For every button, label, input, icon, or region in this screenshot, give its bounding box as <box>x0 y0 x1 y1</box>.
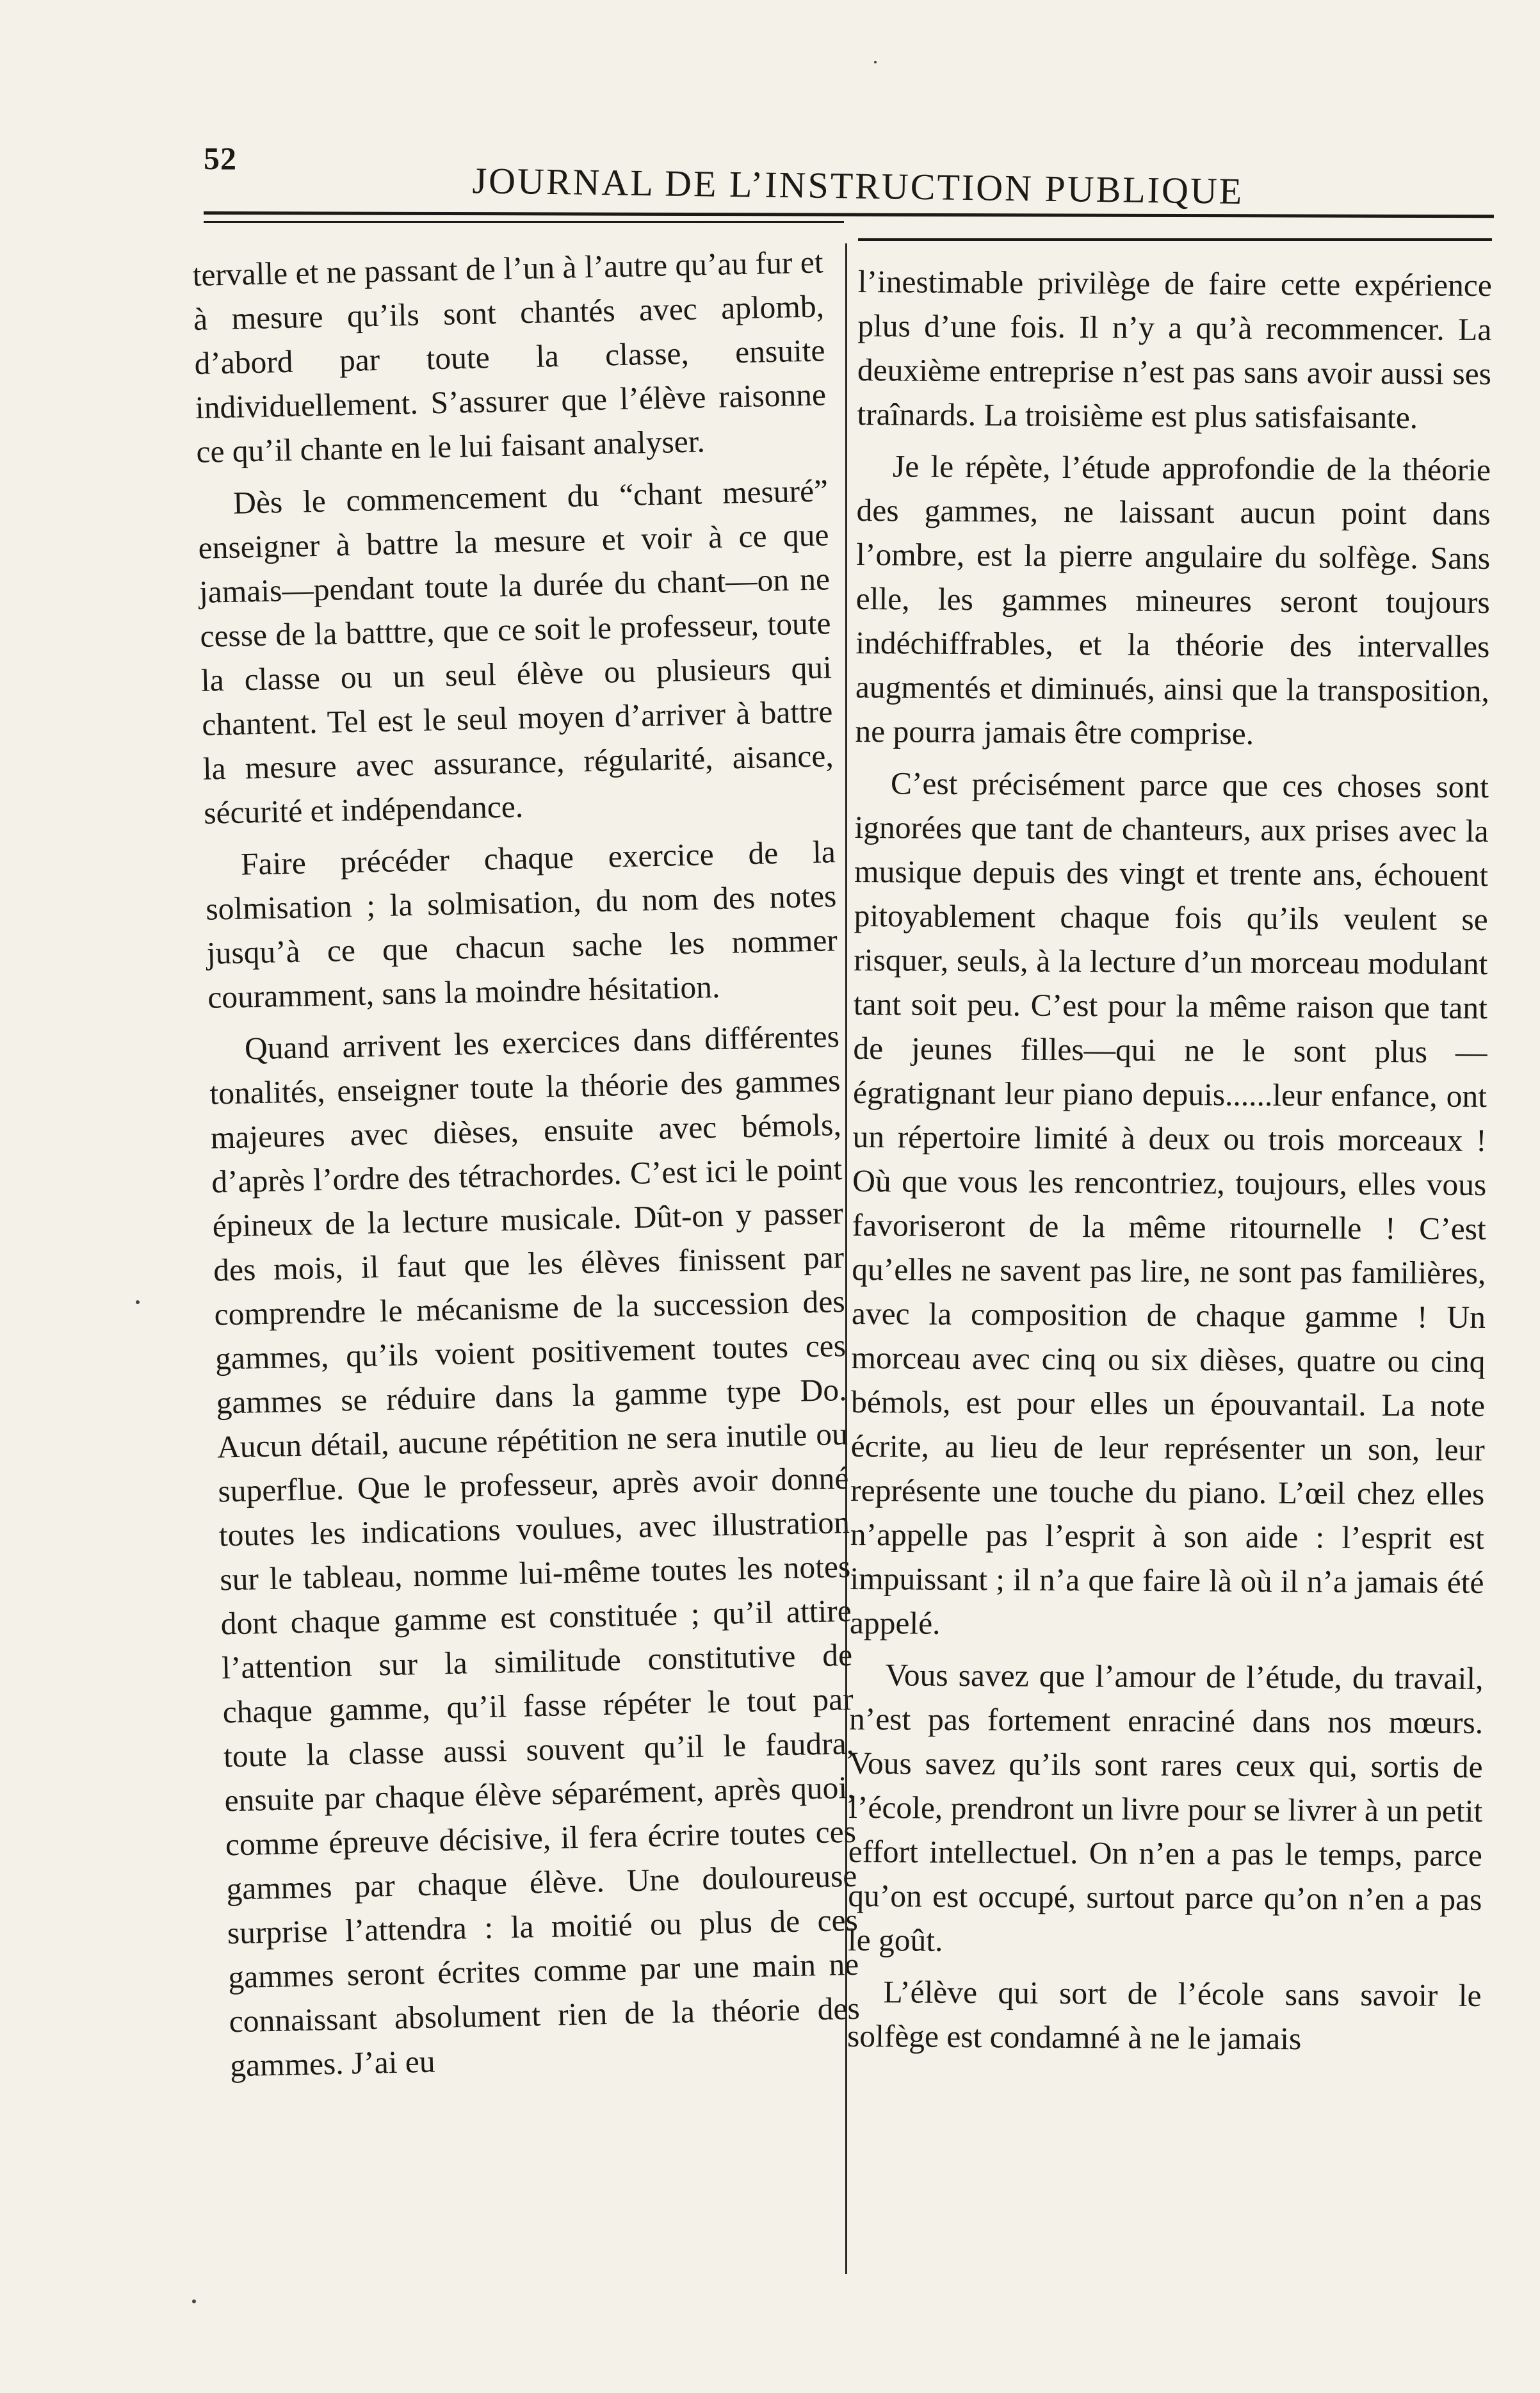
header-rule <box>204 211 1494 218</box>
left-column <box>192 240 861 2095</box>
paragraph: Quand arrivent les exercices dans différentes tonalités, enseigner toute la théorie des gammes majeures avec dièses, ensuite avec bémols, d’après l’ordre des tétrachordes. C’est ici le point épineux de la lecture musicale. Dût-on y passer des mois, il faut que les élèves finissent par comprendre le mécanisme de la succession des gammes, qu’ils voient positivement toutes ces gammes se réduire dans la gamme type Do. Aucun détail, aucune répétition ne sera inutile ou superflue. Que le professeur, après avoir donné toutes les indications voulues, avec illustration sur le tableau, nomme lui-même toutes les notes dont chaque gamme est constituée ; qu’il attire l’attention sur la similitude constitutive de chaque gamme, qu’il fasse répéter le tout par toute la classe aussi souvent qu’il le faudra, ensuite par chaque élève séparément, après quoi, comme épreuve décisive, il fera écrire toutes ces gammes par chaque élève. Une douloureuse surprise l’attendra : la moitié ou plus de ces gammes seront écrites comme par une main ne connaissant absolument rien de la théorie des gammes. J’ai eu <box>209 1018 861 2084</box>
paragraph: Je le répète, l’étude approfondie de la théorie des gammes, ne laissant aucun point dans l’ombre, est la pierre angulaire du solfège. Sans elle, les gammes mineures seront toujours indéchiffrables, et la théorie des intervalles augmentés et diminués, ainsi que la transposition, ne pourra jamais être comprise. <box>855 448 1491 751</box>
paragraph: L’élève qui sort de l’école sans savoir le solfège est condamné à ne le jamais <box>847 1974 1482 2057</box>
page-number: 52 <box>204 140 237 176</box>
paragraph: Vous savez que l’amour de l’étude, du travail, n’est pas fortement enraciné dans nos mœurs. Vous savez qu’ils sont rares ceux qui, sortis de l’école, prendront un livre pour se livrer à un petit effort intellectuel. On n’en a pas le temps, parce qu’on est occupé, surtout parce qu’on n’en a pas le goût. <box>847 1657 1484 1958</box>
paragraph: l’inestimable privilège de faire cette expérience plus d’une fois. Il n’y a qu’à recommencer. La deuxième entreprise n’est pas sans avoir aussi ses traînards. La troisième est plus satisfaisante. <box>857 263 1492 436</box>
running-head: JOURNAL DE L’INSTRUCTION PUBLIQUE <box>472 159 1244 213</box>
header-rule-left <box>204 221 844 223</box>
paragraph: Faire précéder chaque exercice de la solmisation ; la solmisation, du nom des notes jusqu’à ce que chacun sache les nommer couramment, sans la moindre hésitation. <box>205 834 838 1015</box>
ink-speck <box>136 1300 140 1304</box>
paragraph: C’est précisément parce que ces choses sont ignorées que tant de chanteurs, aux prises avec la musique depuis des vingt et trente ans, échouent pitoyablement chaque fois qu’ils veulent se risquer, seuls, à la lecture d’un morceau modulant tant soit peu. C’est pour la même raison que tant de jeunes filles—qui ne le sont plus —égratignant leur piano depuis......leur enfance, ont un répertoire limité à deux ou trois morceaux ! Où que vous les rencontriez, toujours, elles vous favoriseront de la même ritournelle ! C’est qu’elles ne savent pas lire, ne sont pas familières, avec la composition de chaque gamme ! Un morceau avec cinq ou six dièses, quatre ou cinq bémols, est pour elles un épouvantail. La note écrite, au lieu de leur représenter un son, leur représente une touche du piano. L’œil chez elles n’appelle pas l’esprit à son aide : l’esprit est impuissant ; il n’a que faire là où il n’a jamais été appelé. <box>849 765 1489 1641</box>
right-column <box>847 259 1492 2070</box>
paragraph: tervalle et ne passant de l’un à l’autre qu’au fur et à mesure qu’ils sont chantés avec aplomb, d’abord par toute la classe, ensuite individuellement. S’assurer que l’élève raisonne ce qu’il chante en le lui faisant analyser. <box>192 244 827 470</box>
paragraph: Dès le commencement du “chant mesuré” enseigner à battre la mesure et voir à ce que jamais—pendant toute la durée du chant—on ne cesse de la batttre, que ce soit le professeur, toute la classe ou un seul élève ou plusieurs qui chantent. Tel est le seul moyen d’arriver à battre la mesure avec assurance, régularité, aisance, sécurité et indépendance. <box>198 473 834 831</box>
header-rule-right <box>858 238 1492 241</box>
ink-speck <box>192 2299 196 2303</box>
ink-speck <box>874 61 877 63</box>
